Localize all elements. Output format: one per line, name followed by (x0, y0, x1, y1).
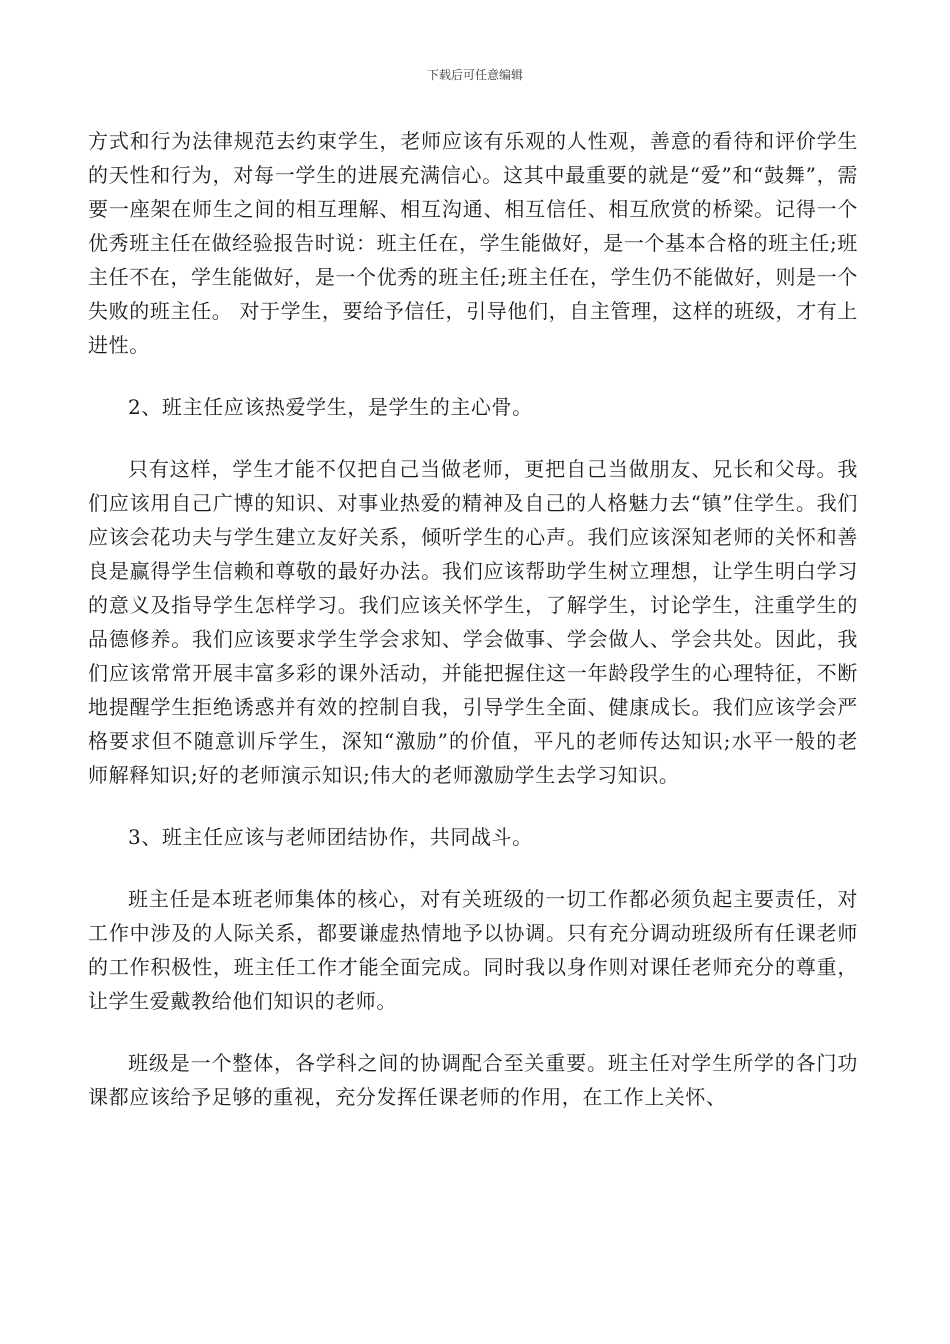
section-heading-3: 3、班主任应该与老师团结协作，共同战斗。 (128, 825, 533, 849)
paragraph: 班主任是本班老师集体的核心，对有关班级的一切工作都必须负起主要责任，对工作中涉及的人际关系，都要谦虚热情地予以协调。只有充分调动班级所有任课老师的工作积极性，班主任工作才能全面完成。同时我以身作则对课任老师充分的尊重，让学生爱戴教给他们知识的老师。 (88, 887, 858, 1013)
page-header: 下载后可任意编辑 (426, 68, 523, 82)
document-body (88, 124, 858, 1114)
paragraph: 班级是一个整体，各学科之间的协调配合至关重要。班主任对学生所学的各门功课都应该给予足够的重视，充分发挥任课老师的作用，在工作上关怀、 (88, 1051, 858, 1109)
paragraph-continuation: 方式和行为法律规范去约束学生，老师应该有乐观的人性观，善意的看待和评价学生的天性和行为，对每一学生的进展充满信心。这其中最重要的就是“爱”和“鼓舞”，需要一座架在师生之间的相互理解、相互沟通、相互信任、相互欣赏的桥梁。记得一个优秀班主任在做经验报告时说：班主任在，学生能做好，是一个基本合格的班主任;班主任不在，学生能做好，是一个优秀的班主任;班主任在，学生仍不能做好，则是一个失败的班主任。 对于学生，要给予信任，引导他们，自主管理，这样的班级，才有上进性。 (88, 129, 858, 357)
section-heading-2: 2、班主任应该热爱学生，是学生的主心骨。 (128, 395, 533, 419)
paragraph: 只有这样，学生才能不仅把自己当做老师，更把自己当做朋友、兄长和父母。我们应该用自己广博的知识、对事业热爱的精神及自己的人格魅力去“镇”住学生。我们应该会花功夫与学生建立友好关系，倾听学生的心声。我们应该深知老师的关怀和善良是赢得学生信赖和尊敬的最好办法。我们应该帮助学生树立理想，让学生明白学习的意义及指导学生怎样学习。我们应该关怀学生，了解学生，讨论学生，注重学生的品德修养。我们应该要求学生学会求知、学会做事、学会做人、学会共处。因此，我们应该常常开展丰富多彩的课外活动，并能把握住这一年龄段学生的心理特征，不断地提醒学生拒绝诱惑并有效的控制自我，引导学生全面、健康成长。我们应该学会严格要求但不随意训斥学生，深知“激励”的价值，平凡的老师传达知识;水平一般的老师解释知识;好的老师演示知识;伟大的老师激励学生去学习知识。 (88, 457, 858, 787)
